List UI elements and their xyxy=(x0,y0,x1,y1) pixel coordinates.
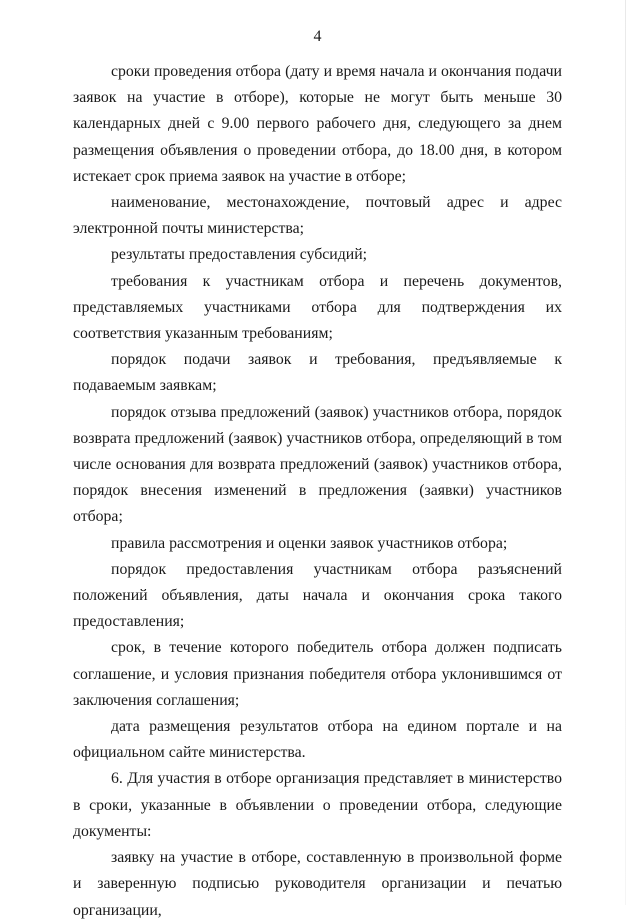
paragraph-subsidy-results: результаты предоставления субсидий; xyxy=(111,246,368,264)
paragraph-application-form: заявку на участие в отборе, составленную в произвольной форме и заверенную подписью руководителя организации и печатью организации, xyxy=(73,849,562,919)
paragraph-evaluation-rules: правила рассмотрения и оценки заявок участников отбора; xyxy=(111,534,508,552)
paragraph-selection-dates: сроки проведения отбора (дату и время начала и окончания подачи заявок на участие в отборе), которые не могут быть меньше 30 календарных дней с 9.00 первого рабочего дня, следующего за днем размещения объявления о проведении отбора, до 18.00 дня, в котором истекает срок приема заявок на участие в отборе; xyxy=(73,63,562,185)
paragraph-item-6-documents: 6. Для участия в отборе организация представляет в министерство в сроки, указанные в объявлении о проведении отбора, следующие документы: xyxy=(73,770,562,840)
paragraph-ministry-address: наименование, местонахождение, почтовый адрес и адрес электронной почты министерства; xyxy=(73,194,562,238)
paragraph-results-publication: дата размещения результатов отбора на едином портале и на официальном сайте министерства. xyxy=(73,718,562,762)
paragraph-agreement-deadline: срок, в течение которого победитель отбора должен подписать соглашение, и условия признания победителя отбора уклонившимся от заключения соглашения; xyxy=(73,639,562,709)
document-body xyxy=(73,59,562,924)
paragraph-participant-requirements: требования к участникам отбора и перечень документов, представляемых участниками отбора для подтверждения их соответствия указанным требованиям; xyxy=(73,272,562,343)
paragraph-clarification-procedure: порядок предоставления участникам отбора разъяснений положений объявления, даты начала и окончания срока такого предоставления; xyxy=(73,560,562,631)
page-number: 4 xyxy=(313,28,322,45)
paragraph-withdrawal-procedure: порядок отзыва предложений (заявок) участников отбора, порядок возврата предложений (заявок) участников отбора, определяющий в том числе основания для возврата предложений (заявок) участников отбора, порядок внесения изменений в предложения (заявки) участников отбора; xyxy=(73,403,562,526)
paragraph-application-procedure: порядок подачи заявок и требования, предъявляемые к подаваемым заявкам; xyxy=(73,351,562,395)
scan-edge-line xyxy=(625,0,626,905)
